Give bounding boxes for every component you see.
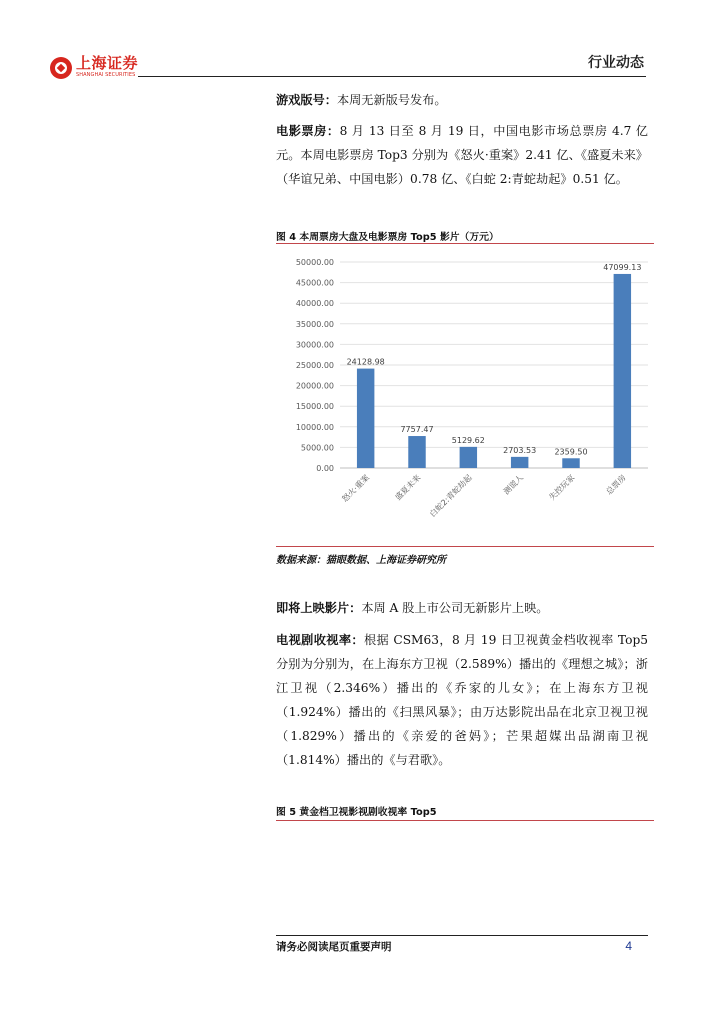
games-text: 本周无新版号发布。 (336, 93, 447, 107)
figure4-title: 图 4 本周票房大盘及电影票房 Top5 影片（万元） (276, 232, 499, 243)
bar (562, 458, 579, 468)
upcoming-text: 本周 A 股上市公司无新影片上映。 (361, 601, 549, 615)
tv-ratings-text: 根据 CSM63，8 月 19 日卫视黄金档收视率 Top5 分别为分别为，在上海东方卫视（2.589%）播出的《理想之城》；浙江卫视（2.346%）播出的《乔家的儿女》；在上海东方卫视（1.924%）播出的《扫黑风暴》；由万达影院出品在北京卫视卫视（1.829%）播出的《亲爱的爸妈》；芒果超媒出品湖南卫视（1.814%）播出的《与君歌》。 (276, 633, 649, 767)
data-label: 5129.62 (451, 435, 485, 445)
y-tick-label: 45000.00 (295, 278, 334, 288)
data-label: 2703.53 (503, 445, 537, 455)
company-logo (50, 56, 138, 79)
x-tick-label: 测谎人 (501, 473, 526, 497)
y-tick-label: 5000.00 (300, 443, 334, 453)
bar (408, 436, 425, 468)
box-office-label: 电影票房： (276, 124, 340, 138)
bar (614, 274, 631, 468)
footer-disclaimer: 请务必阅读尾页重要声明 (276, 941, 392, 953)
data-label: 7757.47 (400, 425, 434, 435)
y-tick-label: 25000.00 (295, 361, 334, 370)
bar (460, 447, 477, 468)
x-tick-label: 盛夏未来 (393, 473, 423, 503)
figure5-top-rule (276, 820, 654, 821)
y-tick-label: 10000.00 (295, 422, 334, 432)
logo-name-cn: 上海证券 (76, 54, 139, 72)
bar (511, 457, 528, 468)
y-tick-label: 30000.00 (295, 340, 334, 350)
box-office-text: 8 月 13 日至 8 月 19 日，中国电影市场总票房 4.7 亿元。本周电影票房 Top3 分别为《怒火·重案》2.41 亿、《盛夏未来》（华谊兄弟、中国电影）0.78 亿、《白蛇 2:青蛇劫起》0.51 亿。 (276, 124, 648, 186)
y-tick-label: 50000.00 (295, 258, 334, 267)
y-tick-label: 0.00 (316, 464, 334, 473)
tv-ratings-label: 电视剧收视率： (276, 633, 364, 647)
footer-divider (276, 935, 648, 936)
x-tick-label: 怒火·重案 (340, 473, 372, 504)
x-tick-label: 总票房 (604, 473, 628, 497)
box-office-bar-chart (276, 246, 656, 546)
y-tick-label: 15000.00 (295, 402, 334, 412)
header-divider (138, 76, 646, 77)
logo-name-en: SHANGHAI SECURITIES (76, 72, 136, 78)
data-label: 2359.50 (554, 447, 588, 457)
figure4-top-rule (276, 243, 654, 244)
report-type: 行业动态 (588, 55, 644, 71)
x-tick-label: 白蛇2:青蛇劫起 (427, 473, 474, 519)
paragraph-box-office (276, 119, 648, 191)
paragraph-tv-ratings (276, 628, 648, 772)
paragraph-upcoming (276, 596, 648, 620)
upcoming-label: 即将上映影片： (276, 601, 362, 615)
y-tick-label: 40000.00 (295, 299, 334, 309)
page-number: 4 (625, 939, 632, 953)
figure4-bottom-rule (276, 546, 654, 547)
games-label: 游戏版号： (276, 93, 337, 107)
paragraph-games (276, 88, 648, 112)
data-label: 24128.98 (346, 357, 385, 367)
y-tick-label: 35000.00 (295, 319, 334, 329)
data-label: 47099.13 (603, 262, 642, 272)
figure5-title: 图 5 黄金档卫视影视剧收视率 Top5 (276, 807, 437, 818)
y-tick-label: 20000.00 (295, 381, 334, 391)
bar (357, 369, 374, 468)
figure4-source: 数据来源：猫眼数据、上海证券研究所 (276, 555, 446, 566)
x-tick-label: 失控玩家 (547, 473, 577, 503)
logo-emblem-icon (50, 57, 72, 79)
